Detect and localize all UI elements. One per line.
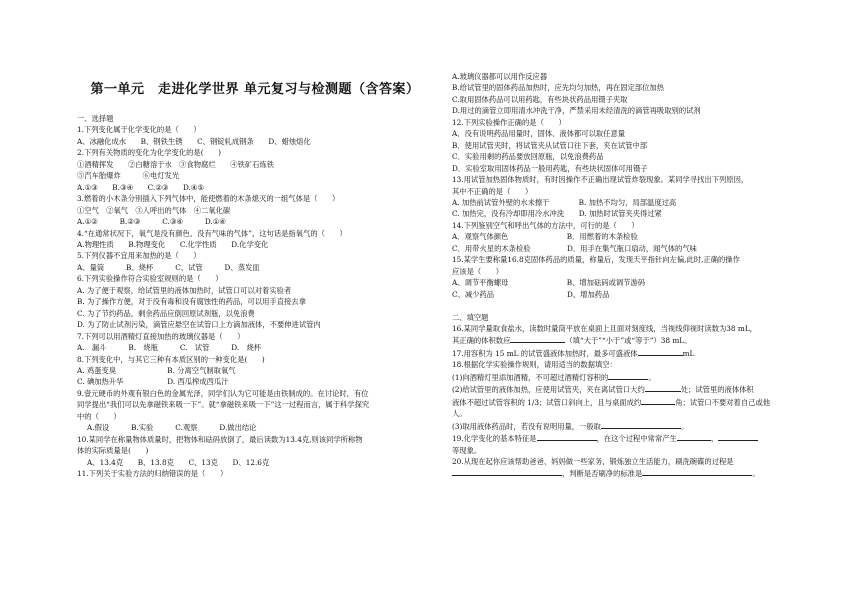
question-9: 9.壹元硬币的外观有银白色的金属光泽，同学们认为它可能是由铁制成的。在讨论时，有位 (77, 388, 369, 398)
q9-options: A.假设 B.实验 C.观察 D.做出结论 (87, 423, 257, 433)
question-20: 20.从现在起你应该帮助爸爸、妈妈做一些家务，锻炼独立生活能力，刷洗碗碟的过程是 (452, 456, 734, 466)
q11-option-d: D.用过的滴管立即用清水冲洗干净，严禁采用未经清洗的滴管再吸取别的试剂 (452, 106, 701, 116)
q12-option-a: A．没有说明药品用量时，固体、液体都可以取任意量 (452, 129, 626, 139)
question-18: 18.根据化学实验操作规则，请用适当的数据填空： (452, 360, 617, 370)
q6-option-a: A. 为了便于观察，给试管里的液体加热时，试管口可以对着实验者 (77, 285, 292, 295)
question-9-cont: 同学提出“我们可以先拿磁铁来吸一下”。就“拿磁铁来吸一下”这一过程而言，属于科学探究 (77, 400, 370, 410)
q12-option-d: D．实验室取用固体药品一般用药匙，有些块状固体可用镊子 (452, 163, 648, 173)
page-title: 第一单元 走进化学世界 单元复习与检测题（含答案） (90, 82, 420, 97)
answer-blank[interactable] (452, 467, 562, 476)
answer-blank[interactable] (718, 432, 758, 441)
answer-blank[interactable] (641, 396, 675, 405)
answer-blank[interactable] (510, 334, 565, 343)
q11-option-a: A.玻璃仪器都可以用作反应器 (452, 72, 548, 81)
q18-part-2: (2)给试管里的液体加热，应使用试管夹，夹在离试管口大约 处；试管里的液体体积 (452, 385, 754, 395)
q12-option-c: C．实验用剩的药品要放回原瓶，以免浪费药品 (452, 152, 604, 162)
question-8: 8.下列变化中，与其它三种有本质区别的一种变化是( ) (77, 354, 265, 364)
question-13-cont: 其中不正确的是（ ） (452, 186, 533, 196)
question-10: 10.某同学在称量物体质量时，把物体和砝码放倒了，最后读数为13.4克,则该同学所称物 (77, 434, 363, 444)
q14-options: A．观察气体颜色 B．用燃着的木条检验 (452, 232, 638, 242)
q15-options: A、调节平衡螺母 B、增加砝码或调节游码 (452, 278, 646, 288)
q1-options: A、冰融化成水 B、钢铁生锈 C、钢锭轧成钢条 D、蜡烛熔化 (77, 136, 311, 146)
spacer (452, 300, 822, 311)
q11-option-b: B.给试管里的固体药品加热时，应先均匀加热，再在固定部位加热 (452, 83, 664, 93)
q4-options: A.物理性质 B.物理变化 C.化学性质 D.化学变化 (77, 239, 269, 249)
q13-options: A. 加热前试管外壁的水未擦干 B. 加热不均匀，局部温度过高 (452, 197, 677, 207)
q6-option-b: B. 为了操作方便，对于没有毒和没有腐蚀性的药品，可以用手直接去拿 (77, 297, 306, 307)
question-5: 5.下列仪器不宜用来加热的是（ ） (77, 251, 201, 261)
question-15: 15.某学生要称量16.8克固体药品的质量，称量后，发现天平指针向左偏,此时,正确的操作 (452, 255, 740, 265)
q3-options: A.①② B.②③ C.③④ D.①④ (77, 217, 226, 227)
answer-blank[interactable] (677, 432, 711, 441)
q6-option-c: C. 为了节约药品，剩余药品应倒回原试剂瓶，以免浪费 (77, 308, 255, 318)
q12-option-b: B．使用试管夹时，将试管夹从试管口往下套，夹在试管中部 (452, 140, 648, 150)
q10-options: A、13.4克 B、13.8克 C、13克 D、12.6克 (87, 457, 270, 467)
q13-options: C. 加热完，没有冷却即用冷水冲洗 D. 加热时试管夹夹得过紧 (452, 209, 662, 219)
section-heading: 二、填空题 (452, 312, 489, 322)
question-16-cont: 其正确的体积数应 （填“大于”“小于”或“等于”）38 mL。 (452, 336, 692, 346)
question-19: 19.化学变化的基本特征是 ，在这个过程中常常产生 、 (452, 432, 822, 444)
q8-options: C. 碘加热升华 D. 西瓜榨成西瓜汁 (77, 377, 229, 387)
answer-blank[interactable] (642, 467, 752, 476)
q18-part-2-cont: 液体不超过试管容积的 1/3；试管口斜向上，且与桌面成约 角；试管口不要对着自己或他 (452, 397, 771, 407)
q14-options: C．用带火星的木条检验 D．用手在集气瓶口扇动，闻气体的气味 (452, 243, 697, 253)
question-1: 1.下列变化属于化学变化的是（ ） (77, 125, 201, 135)
answer-blank[interactable] (645, 383, 681, 392)
question-10-cont: 体的实际质量是( ) (77, 446, 149, 456)
q7-options: A. 漏斗 B. 烧瓶 C. 试管 D. 烧杯 (77, 343, 262, 353)
answer-blank[interactable] (638, 347, 683, 356)
question-16: 16.某同学量取食盐水，读数时量筒平放在桌面上且面对刻度线，当视线仰视时读数为38 mL， (452, 323, 757, 333)
question-12: 12.下列实验操作正确的是（ ） (452, 117, 566, 127)
question-9-cont: 中的（ ） (77, 411, 121, 421)
q6-option-d: D. 为了防止试剂污染，滴管应悬空在试管口上方滴加液体，不要伸进试管内 (77, 320, 321, 330)
q2-options: A.①③ B.③④ C.②③ D.④⑤ (77, 182, 204, 192)
question-17: 17.用容积为 15 mL 的试管盛液体加热时，最多可盛液体 mL (452, 348, 695, 358)
question-6: 6.下列实验操作符合实验室规则的是（ ） (77, 274, 223, 284)
q18-part-2-cont: 人。 (452, 409, 467, 419)
question-13: 13.用试管加热固体物质时，有时因操作不正确出现试管炸裂现象。某同学寻找出下列原因， (452, 175, 749, 185)
answer-blank[interactable] (608, 371, 648, 380)
right-column (452, 71, 822, 480)
question-19-cont: 等现象。 (452, 445, 482, 455)
left-column (77, 113, 437, 480)
answer-blank[interactable] (601, 420, 681, 429)
q2-items: ①酒精挥发 ②白糖溶于水 ③食物腐烂 ④铁矿石炼铁 (77, 159, 275, 169)
q18-part-1: (1)向酒精灯里添加酒精，不可超过酒精灯容积的 。 (452, 372, 656, 382)
question-14: 14.下列鉴别空气和呼出气体的方法中，可行的是（ ） (452, 220, 639, 230)
q18-part-3: (3)取用液体药品时，若没有说明用量，一般取 。 (452, 421, 689, 431)
question-15-cont: 应该是（ ） (452, 266, 504, 276)
section-heading: 一、选择题 (77, 114, 114, 123)
q8-options: A. 鸡蛋变臭 B. 分离空气制取氧气 (77, 365, 236, 375)
q5-options: A、量筒 B、烧杯 C、试管 D、蒸发皿 (77, 262, 260, 272)
question-3: 3.燃着的小木条分别插入下列气体中，能使燃着的木条熄灭的一组气体是（ ） (77, 194, 340, 204)
q2-items: ⑤汽车胎爆炸 ⑥电灯发光 (77, 171, 180, 181)
q3-items: ①空气 ②氧气 ③人呼出的气体 ④二氧化碳 (77, 205, 231, 215)
question-20-cont: ，判断是否刷净的标准是 。 (452, 467, 822, 479)
question-7: 7.下列可以用酒精灯直接加热的玻璃仪器是（ ） (77, 331, 245, 341)
question-11: 11.下列关于实验方法的归纳错误的是（ ） (77, 469, 228, 479)
q11-option-c: C.取用固体药品可以用药匙，有些块状药品用镊子夹取 (452, 94, 628, 104)
question-4: 4.“在通常状况下，氧气是没有颜色、没有气味的气体”，这句话是指氧气的（ ） (77, 228, 347, 238)
q15-options: C、减少药品 D、增加药品 (452, 289, 610, 299)
answer-blank[interactable] (537, 432, 597, 441)
question-2: 2.下列有关物质的变化为化学变化的是( ) (77, 148, 221, 158)
